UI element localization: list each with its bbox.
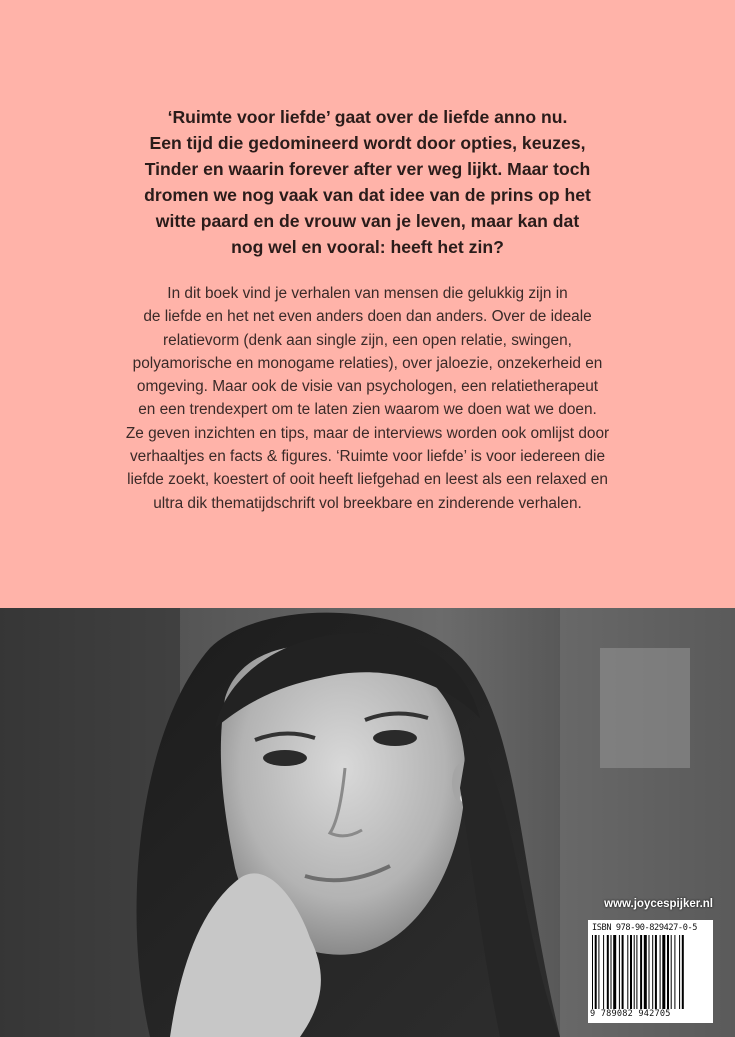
barcode-bar xyxy=(607,935,609,1009)
barcode-bar xyxy=(667,935,669,1009)
barcode-bar xyxy=(627,935,628,1009)
isbn-label: ISBN 978-90-829427-0-5 xyxy=(592,923,698,933)
barcode-bar xyxy=(674,935,675,1009)
barcode-bar xyxy=(603,935,604,1009)
barcode-bar xyxy=(598,935,599,1009)
barcode-bar xyxy=(613,935,616,1009)
description-line: Ze geven inzichten en tips, maar de interviews worden ook omlijst door xyxy=(125,424,610,442)
barcode-bar xyxy=(649,935,650,1009)
barcode-bar xyxy=(619,935,620,1009)
barcode-bar xyxy=(634,935,635,1009)
barcode-bar xyxy=(679,935,680,1009)
description-line: verhaaltjes en facts & figures. ‘Ruimte voor liefde’ is voor iedereen die xyxy=(129,448,606,466)
barcode-bar xyxy=(655,935,657,1009)
barcode-bar xyxy=(595,935,597,1009)
description-line: de liefde en het net even anders doen dan anders. Over de ideale xyxy=(143,308,592,326)
right-eye xyxy=(373,730,417,746)
blurb-line: Een tijd die gedomineerd wordt door opties, keuzes, xyxy=(149,133,586,153)
description-line: liefde zoekt, koestert of ooit heeft liefgehad en leest als een relaxed en xyxy=(127,471,608,489)
barcode-bar xyxy=(630,935,632,1009)
blurb-line: dromen we nog vaak van dat idee van de prins op het xyxy=(144,185,591,205)
description-line: polyamorische en monogame relaties), over jaloezie, onzekerheid en xyxy=(132,354,603,372)
left-eye xyxy=(263,750,307,766)
description-line: relatievorm (denk aan single zijn, een open relatie, swingen, xyxy=(163,331,572,349)
website-url: www.joycespijker.nl xyxy=(604,898,713,910)
barcode-bars xyxy=(592,935,709,1009)
barcode-bar xyxy=(611,935,612,1009)
barcode-bar xyxy=(636,935,637,1009)
blurb-line: witte paard en de vrouw van je leven, maar kan dat xyxy=(155,211,580,231)
barcode-bar xyxy=(592,935,593,1009)
blurb-line: Tinder en waarin forever after ver weg lijkt. Maar toch xyxy=(144,159,591,179)
blurb-line: nog wel en vooral: heeft het zin? xyxy=(231,237,504,257)
description-line: In dit boek vind je verhalen van mensen die gelukkig zijn in xyxy=(167,285,568,302)
description-paragraph xyxy=(110,282,625,515)
barcode-bar xyxy=(662,935,665,1009)
barcode-bar xyxy=(622,935,624,1009)
barcode-digits: 9 789082 942705 xyxy=(590,1009,671,1019)
blurb-line: ‘Ruimte voor liefde’ gaat over de liefde anno nu. xyxy=(167,107,568,127)
barcode-bar xyxy=(652,935,653,1009)
description-line: en een trendexpert om te laten zien waarom we doen wat we doen. xyxy=(138,401,597,419)
blurb-heading xyxy=(120,104,615,260)
barcode-bar xyxy=(671,935,672,1009)
description-line: ultra dik thematijdschrift vol breekbare en zinderende verhalen. xyxy=(153,494,582,512)
isbn-barcode xyxy=(588,920,713,1023)
barcode-bar xyxy=(660,935,661,1009)
barcode-bar xyxy=(682,935,684,1009)
barcode-bar xyxy=(640,935,642,1009)
description-line: omgeving. Maar ook de visie van psychologen, een relatietherapeut xyxy=(136,378,599,396)
barcode-bar xyxy=(644,935,647,1009)
